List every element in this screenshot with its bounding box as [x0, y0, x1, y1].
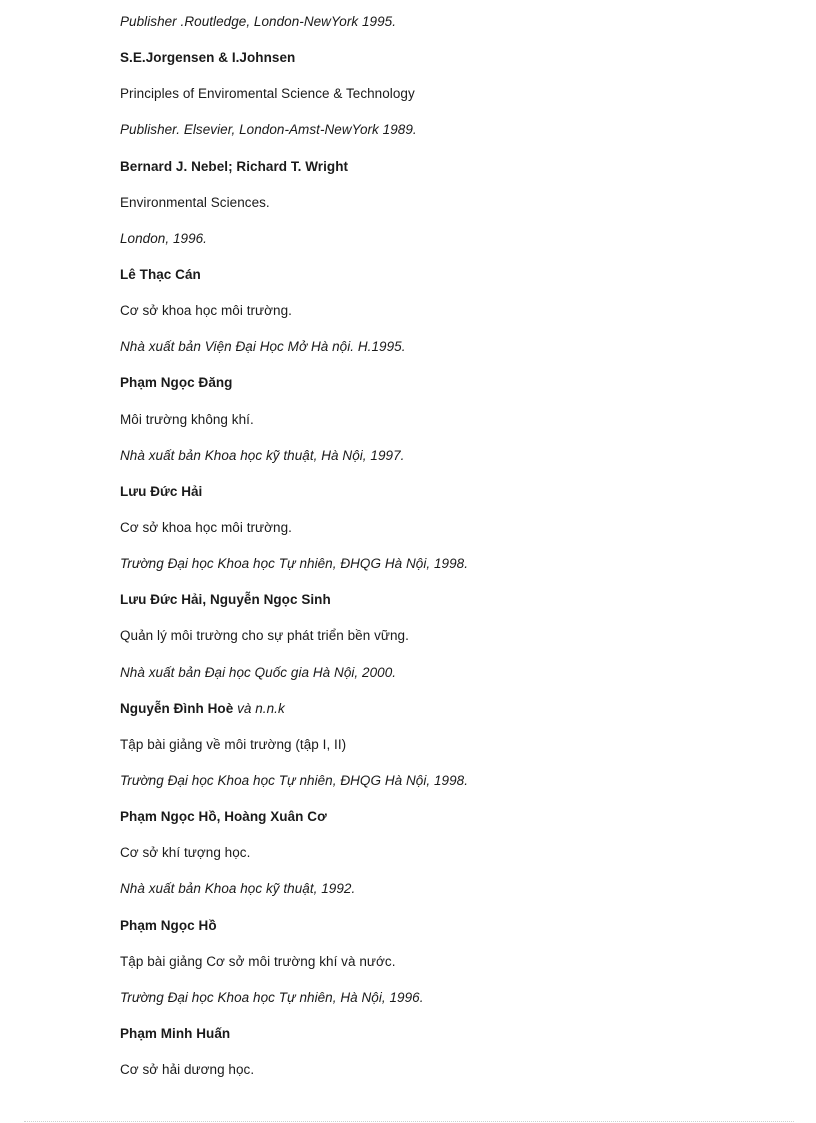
reference-title: [120, 1061, 468, 1097]
reference-publisher: [120, 772, 468, 808]
reference-title: [120, 302, 468, 338]
reference-author: [120, 700, 468, 736]
reference-title: [120, 411, 468, 447]
reference-text: S.E.Jorgensen & I.Johnsen: [120, 50, 296, 66]
reference-list: [120, 13, 468, 1097]
reference-text: Cơ sở hải dương học.: [120, 1062, 255, 1078]
reference-text: Cơ sở khoa học môi trường.: [120, 519, 292, 535]
reference-author: [120, 917, 468, 953]
reference-publisher: [120, 989, 468, 1025]
reference-text: Lê Thạc Cán: [120, 266, 201, 282]
reference-publisher: [120, 338, 468, 374]
reference-text: Publisher. Elsevier, London-Amst-NewYork 1989.: [120, 122, 417, 138]
reference-author: [120, 808, 468, 844]
reference-author: [120, 49, 468, 85]
reference-publisher: [120, 230, 468, 266]
reference-publisher: [120, 555, 468, 591]
reference-text: London, 1996.: [120, 230, 207, 246]
reference-text: Trường Đại học Khoa học Tự nhiên, ĐHQG Hà Nội, 1998.: [120, 556, 469, 572]
reference-title: [120, 953, 468, 989]
reference-publisher: [120, 121, 468, 157]
reference-text: Nhà xuất bản Khoa học kỹ thuật, Hà Nội, 1997.: [120, 447, 405, 463]
reference-text: Phạm Ngọc Đăng: [120, 375, 233, 391]
reference-text: Nhà xuất bản Khoa học kỹ thuật, 1992.: [120, 881, 356, 897]
reference-text: Cơ sở khoa học môi trường.: [120, 303, 292, 319]
reference-text: Phạm Minh Huấn: [120, 1025, 231, 1041]
reference-text: Phạm Ngọc Hồ, Hoàng Xuân Cơ: [120, 809, 327, 825]
reference-title: [120, 736, 468, 772]
reference-text: Trường Đại học Khoa học Tự nhiên, Hà Nội, 1996.: [120, 989, 424, 1005]
reference-text: Tập bài giảng về môi trường (tập I, II): [120, 736, 347, 752]
reference-publisher: [120, 447, 468, 483]
reference-author-suffix: và n.n.k: [233, 700, 285, 716]
reference-title: [120, 519, 468, 555]
reference-title: [120, 85, 468, 121]
reference-text: Cơ sở khí tượng học.: [120, 845, 251, 861]
reference-text: Nguyễn Đình Hoè: [120, 700, 234, 716]
reference-title: [120, 844, 468, 880]
reference-title: [120, 627, 468, 663]
reference-text: Principles of Enviromental Science & Technology: [120, 86, 415, 102]
reference-text: Lưu Đức Hải: [120, 483, 203, 499]
reference-publisher: [120, 13, 468, 49]
reference-text: Nhà xuất bản Đại học Quốc gia Hà Nội, 2000.: [120, 664, 397, 680]
reference-publisher: [120, 880, 468, 916]
reference-text: Environmental Sciences.: [120, 194, 270, 210]
page-bottom-divider: [24, 1121, 794, 1122]
reference-author: [120, 591, 468, 627]
reference-text: Quản lý môi trường cho sự phát triển bền vững.: [120, 628, 409, 644]
reference-text: Môi trường không khí.: [120, 411, 254, 427]
reference-text: Bernard J. Nebel; Richard T. Wright: [120, 158, 349, 174]
reference-author: [120, 483, 468, 519]
reference-author: [120, 1025, 468, 1061]
reference-text: Trường Đại học Khoa học Tự nhiên, ĐHQG Hà Nội, 1998.: [120, 772, 469, 788]
reference-text: Tập bài giảng Cơ sở môi trường khí và nước.: [120, 953, 396, 969]
reference-title: [120, 194, 468, 230]
reference-author: [120, 374, 468, 410]
reference-text: Phạm Ngọc Hồ: [120, 917, 217, 933]
reference-author: [120, 266, 468, 302]
reference-text: Publisher .Routledge, London-NewYork 1995.: [120, 14, 397, 29]
reference-publisher: [120, 664, 468, 700]
reference-text: Nhà xuất bản Viện Đại Học Mở Hà nội. H.1995.: [120, 339, 406, 355]
reference-text: Lưu Đức Hải, Nguyễn Ngọc Sinh: [120, 592, 331, 608]
reference-author: [120, 158, 468, 194]
